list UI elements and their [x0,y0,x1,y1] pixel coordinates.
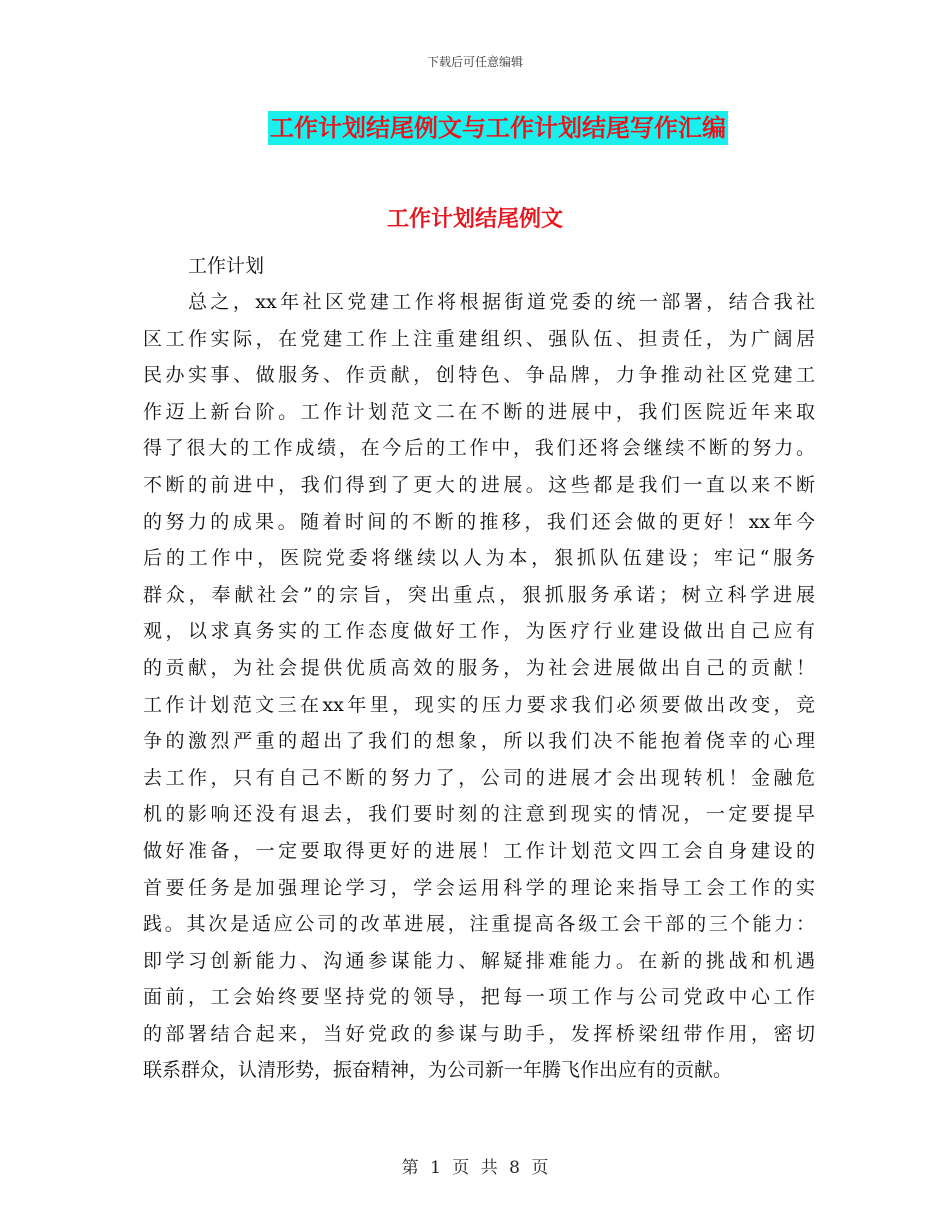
paragraph-line: 工作计划范文三在xx年里，现实的压力要求我们必须要做出改变，竞 [143,693,815,716]
paragraph-line: 机的影响还没有退去，我们要时刻的注意到现实的情况，一定要提早 [143,803,815,826]
paragraph-line: 争的激烈严重的超出了我们的想象，所以我们决不能抱着侥幸的心理 [143,730,815,753]
paragraph-line: 去工作，只有自己不断的努力了，公司的进展才会出现转机！金融危 [143,766,815,789]
page-number-footer: 第 1 页 共 8 页 [401,1158,549,1178]
document-title-container [0,111,950,145]
paragraph-line: 观，以求真务实的工作态度做好工作，为医疗行业建设做出自己应有 [143,620,815,643]
paragraph-line: 践。其次是适应公司的改革进展，注重提高各级工会干部的三个能力： [143,913,815,936]
paragraph-line: 区工作实际，在党建工作上注重建组织、强队伍、担责任，为广阔居 [143,327,815,350]
paragraph-line: 的努力的成果。随着时间的不断的推移，我们还会做的更好！xx年今 [143,510,815,533]
paragraph-line: 得了很大的工作成绩，在今后的工作中，我们还将会继续不断的努力。 [143,437,815,460]
paragraph-line: 民办实事、做服务、作贡献，创特色、争品牌，力争推动社区党建工 [143,364,815,387]
section-label: 工作计划 [188,255,265,277]
section-title: 工作计划结尾例文 [386,207,563,232]
paragraph-line: 作迈上新台阶。工作计划范文二在不断的进展中，我们医院近年来取 [143,400,815,423]
paragraph-line: 不断的前进中，我们得到了更大的进展。这些都是我们一直以来不断 [143,473,815,496]
paragraph-line: 总之，xx年社区党建工作将根据街道党委的统一部署，结合我社 [188,291,815,313]
paragraph-line: 即学习创新能力、沟通参谋能力、解疑排难能力。在新的挑战和机遇 [143,949,815,972]
paragraph-line: 面前，工会始终要坚持党的领导，把每一项工作与公司党政中心工作 [143,986,815,1009]
paragraph-line: 联系群众，认清形势，振奋精神，为公司新一年腾飞作出应有的贡献。 [143,1059,733,1082]
paragraph-line: 群众，奉献社会”的宗旨，突出重点，狠抓服务承诺；树立科学进展 [143,583,815,606]
paragraph-line: 的部署结合起来，当好党政的参谋与助手，发挥桥梁纽带作用，密切 [143,1022,815,1045]
document-title: 工作计划结尾例文与工作计划结尾写作汇编 [268,111,728,145]
paragraph-line: 后的工作中，医院党委将继续以人为本，狠抓队伍建设；牢记“服务 [143,547,815,570]
paragraph-line: 的贡献，为社会提供优质高效的服务，为社会进展做出自己的贡献！ [143,656,815,679]
paragraph-line: 首要任务是加强理论学习，学会运用科学的理论来指导工会工作的实 [143,876,815,899]
body-paragraph [143,284,815,1089]
header-note: 下载后可任意编辑 [426,55,523,69]
paragraph-line: 做好准备，一定要取得更好的进展！工作计划范文四工会自身建设的 [143,839,815,862]
